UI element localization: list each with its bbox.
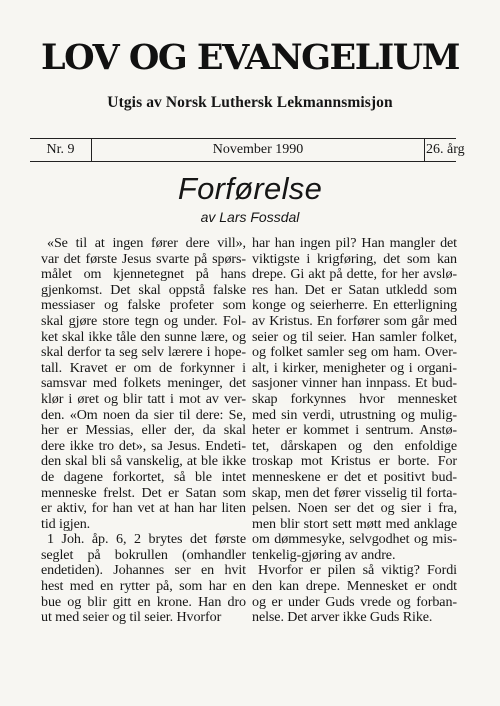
article-text-line: gjenkomst. Det skal oppstå falske [41,281,246,298]
article-text-line: var det første Jesus svarte på spørs- [41,250,246,267]
article-text-line: har han ingen pil? Han mangler det [252,235,457,251]
article-text-line: de dagene forkortet, så ble intet [41,468,246,485]
volume-year: 26. årg [426,142,465,157]
article-text-line: skap forkynnes hvor mennesket [252,390,457,407]
publisher-subtitle: Utgis av Norsk Luthersk Lekmannsmisjon [107,94,393,111]
article-text-line: og folket samler seg om ham. Over- [252,344,457,361]
article-text-line: «Se til at ingen fører dere vill», [47,235,246,251]
article-text-line: tenkelig-gjøring av andre. [252,546,396,563]
article-title: Forførelse [177,171,323,206]
article-byline: av Lars Fossdal [200,209,300,225]
article-text-line: den skal bli så vanskelig, at ble ikke [41,453,246,470]
article-text-line: den kan drepe. Mennesket er ondt [252,578,457,595]
article-text-line: troskap mot Kristus er borte. For [252,453,457,470]
article-text-line: drepe. Gi akt på dette, for her avslø- [252,266,457,283]
article-text-line: menneskene er det et positivt bud- [252,468,457,485]
article-text-line: skal gjøre store tegn og under. Fol- [41,312,246,329]
article-column-right [252,236,457,626]
article-text-line: skap, men det fører visselig til forta- [252,484,457,501]
article-column-left [41,236,246,626]
article-text-line: tet, dårskapen og den enfoldige [252,437,457,454]
article-text-line: og er under Guds vrede og forban- [252,593,457,610]
issue-info-bar [30,138,465,162]
issue-number: Nr. 9 [30,139,92,161]
article-text-line: den. «Om noen da sier til dere: Se, [41,406,246,423]
article-text-line: om dømmesyke, selvgodhet og mis- [252,531,457,548]
article-text-line: konge og seierherre. En etterligning [252,297,457,314]
article-text-line: ut med seier og til seier. Hvorfor [41,609,222,626]
article-text-line: pelsen. Noen ser det og sier i fra, [252,500,457,517]
article-text-line: klør i øret og blir tatt i mot av ver- [41,390,246,407]
article-text-line: alt, i kirker, menigheter og i organi- [252,359,457,376]
article-text-line: ket skal ikke tåle den sunne lære, og [41,328,246,345]
article-text-line: seglet på bokrullen (omhandler [41,546,246,563]
article-text-line: målet om kjennetegnet på hans [41,266,246,283]
article-text-line: men blir stort sett møtt med anklage [252,515,457,532]
article-text-line: tid igjen. [41,515,91,532]
article-text-line: samsvar med folkets meninger, det [41,375,246,392]
article-text-line: res han. Det er Satan utkledd som [252,281,457,298]
article-text-line: seier og til seier. Han samler folket, [252,328,457,345]
article-text-line: er aktiv, for han vet at han har liten [41,500,246,517]
issue-date: November 1990 [92,139,425,161]
article-text-line: viktigste i krigføring, det som kan [252,250,457,267]
article-text-line: bue og blir gitt en krone. Han dro [41,593,246,610]
masthead-title: LOV OG EVANGELIUM [41,37,459,78]
article-text-line: menneske frelst. Det er Satan som [41,484,246,501]
article-text-line: dere ikke tro det», sa Jesus. Endeti- [41,437,246,454]
article-text-line: Hvorfor er pilen så viktig? Fordi [258,562,457,579]
article-text-line: 1 Joh. åp. 6, 2 brytes det første [47,531,246,548]
article-text-line: tall. Kravet er om de forkynner i [41,359,246,376]
article-text-line: av Kristus. En forfører som går med [252,312,457,329]
article-text-line: sasjoner vinner han innpass. Et bud- [252,375,457,392]
article-text-line: hest med en rytter på, som har en [41,578,246,595]
article-text-line: her er Messias, eller der, da skal [41,422,246,439]
article-text-line: skal derfor ta seg selv lærere i hope- [41,344,246,361]
article-text-line: messiaser og falske profeter som [41,297,246,314]
article-text-line: heter er kommet i sentrum. Anstø- [252,422,457,439]
article-text-line: med sin verdi, utrustning og mulig- [252,406,457,423]
article-text-line: endetiden). Johannes ser en hvit [41,562,246,579]
article-text-line: nelse. Det arver ikke Guds Rike. [252,609,433,626]
